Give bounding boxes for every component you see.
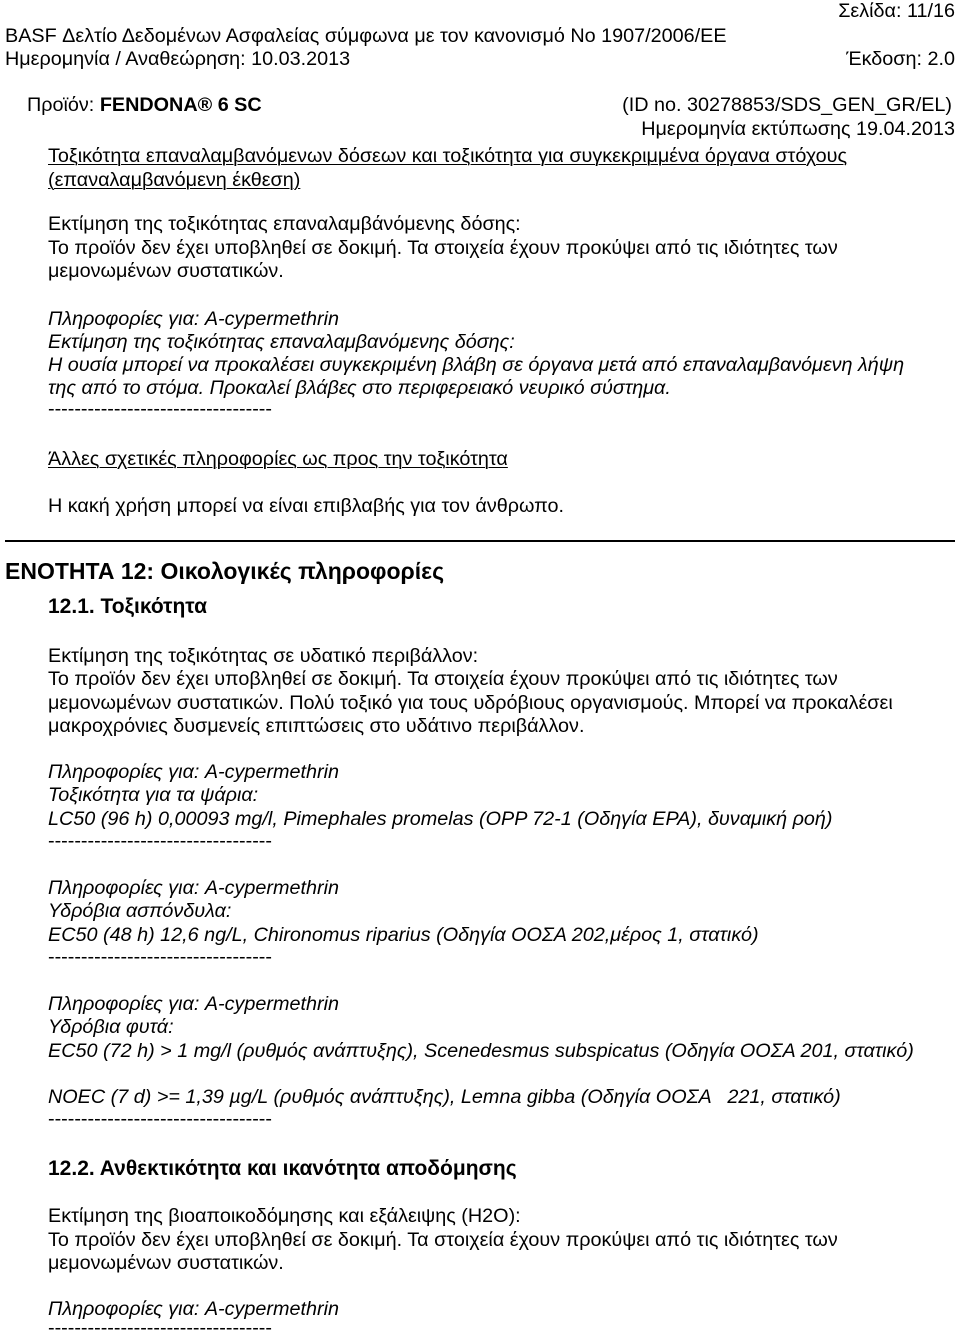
aquatic-assessment-text: μακροχρόνιες δυσμενείς επιπτώσεις στο υδάτινο περιβάλλον. <box>48 715 585 737</box>
section-12-title: ΕΝΟΤΗΤΑ 12: Οικολογικές πληροφορίες <box>5 558 445 584</box>
subsection-12-2-title: 12.2. Ανθεκτικότητα και ικανότητα αποδόμησης <box>48 1157 517 1180</box>
fish-toxicity-label: Τοξικότητα για τα ψάρια: <box>48 784 259 806</box>
print-date: Ημερομηνία εκτύπωσης 19.04.2013 <box>641 118 955 140</box>
other-info-heading: Άλλες σχετικές πληροφορίες ως προς την τοξικότητα <box>48 448 508 470</box>
biodegradation-assessment-text: Το προϊόν δεν έχει υποβληθεί σε δοκιμή. Τα στοιχεία έχουν προκύψει από τις ιδιότητες των <box>48 1229 838 1251</box>
fish-toxicity-value: LC50 (96 h) 0,00093 mg/l, Pimephales promelas (OPP 72-1 (Οδηγία EPA), δυναμική ροή) <box>48 808 833 830</box>
other-info-text: Η κακή χρήση μπορεί να είναι επιβλαβής για τον άνθρωπο. <box>48 495 565 517</box>
substance-info: Πληροφορίες για: A-cypermethrin <box>48 308 339 330</box>
biodegradation-assessment-text: μεμονωμένων συστατικών. <box>48 1252 284 1274</box>
revision-date: Ημερομηνία / Αναθεώρηση: 10.03.2013 <box>5 48 351 70</box>
substance-assessment-text: της από το στόμα. Προκαλεί βλάβες στο περιφερειακό νευρικό σύστημα. <box>48 377 671 399</box>
plants-label: Υδρόβια φυτά: <box>48 1016 174 1038</box>
invertebrates-substance-info: Πληροφορίες για: A-cypermethrin <box>48 877 339 899</box>
biodegradation-assessment-label: Εκτίμηση της βιοαποικοδόμησης και εξάλειψης (H2O): <box>48 1205 521 1227</box>
substance-assessment-text: Η ουσία μπορεί να προκαλέσει συγκεκριμένη βλάβη σε όργανα μετά από επαναλαμβανόμενη λήψη <box>48 354 905 376</box>
version: Έκδοση: 2.0 <box>846 48 955 70</box>
dashed-separator: ---------------------------------- <box>48 830 272 852</box>
fish-substance-info: Πληροφορίες για: A-cypermethrin <box>48 761 339 783</box>
product-name: FENDONA® 6 SC <box>99 94 262 116</box>
section-divider <box>5 540 955 542</box>
page-number: Σελίδα: 11/16 <box>838 0 955 22</box>
subsection-12-1-title: 12.1. Τοξικότητα <box>48 595 207 618</box>
plants-value: EC50 (72 h) > 1 mg/l (ρυθμός ανάπτυξης), Scenedesmus subspicatus (Οδηγία ΟΟΣΑ 201, στατικό) <box>48 1040 914 1062</box>
product-line <box>5 71 262 116</box>
repeated-dose-assessment-text: Το προϊόν δεν έχει υποβληθεί σε δοκιμή. Τα στοιχεία έχουν προκύψει από τις ιδιότητες των <box>48 237 838 259</box>
repeated-dose-assessment-label: Εκτίμηση της τοξικότητας επαναλαμβάνόμενης δόσης: <box>48 213 521 235</box>
document-title: BASF Δελτίο Δεδομένων Ασφαλείας σύμφωνα με τον κανονισμό Νο 1907/2006/ΕΕ <box>5 25 727 47</box>
product-label: Προϊόν: <box>26 94 95 116</box>
dashed-separator: ---------------------------------- <box>48 398 272 420</box>
aquatic-assessment-text: Το προϊόν δεν έχει υποβληθεί σε δοκιμή. Τα στοιχεία έχουν προκύψει από τις ιδιότητες των <box>48 668 838 690</box>
dashed-separator: ---------------------------------- <box>48 1108 272 1130</box>
persistence-substance-info: Πληροφορίες για: A-cypermethrin <box>48 1298 339 1320</box>
invertebrates-value: EC50 (48 h) 12,6 ng/L, Chironomus riparius (Οδηγία ΟΟΣΑ 202,μέρος 1, στατικό) <box>48 924 759 946</box>
repeated-dose-heading: Τοξικότητα επαναλαμβανόμενων δόσεων και τοξικότητα για συγκεκριμμένα όργανα στόχους <box>48 145 848 167</box>
dashed-separator: ---------------------------------- <box>48 946 272 968</box>
aquatic-assessment-label: Εκτίμηση της τοξικότητας σε υδατικό περιβάλλον: <box>48 645 479 667</box>
dashed-separator: ---------------------------------- <box>48 1317 272 1337</box>
invertebrates-label: Υδρόβια ασπόνδυλα: <box>48 900 232 922</box>
substance-assessment-label: Εκτίμηση της τοξικότητας επαναλαμβανόμενης δόσης: <box>48 331 515 353</box>
id-number: (ID no. 30278853/SDS_GEN_GR/EL) <box>622 94 952 116</box>
plants-value: NOEC (7 d) >= 1,39 µg/L (ρυθμός ανάπτυξης), Lemna gibba (Οδηγία ΟΟΣΑ 221, στατικό) <box>48 1086 841 1108</box>
plants-substance-info: Πληροφορίες για: A-cypermethrin <box>48 993 339 1015</box>
aquatic-assessment-text: μεμονωμένων συστατικών. Πολύ τοξικό για τους υδρόβιους οργανισμούς. Μπορεί να προκαλέσει <box>48 692 893 714</box>
repeated-dose-assessment-text: μεμονωμένων συστατικών. <box>48 260 284 282</box>
repeated-dose-heading: (επαναλαμβανόμενη έκθεση) <box>48 169 301 191</box>
